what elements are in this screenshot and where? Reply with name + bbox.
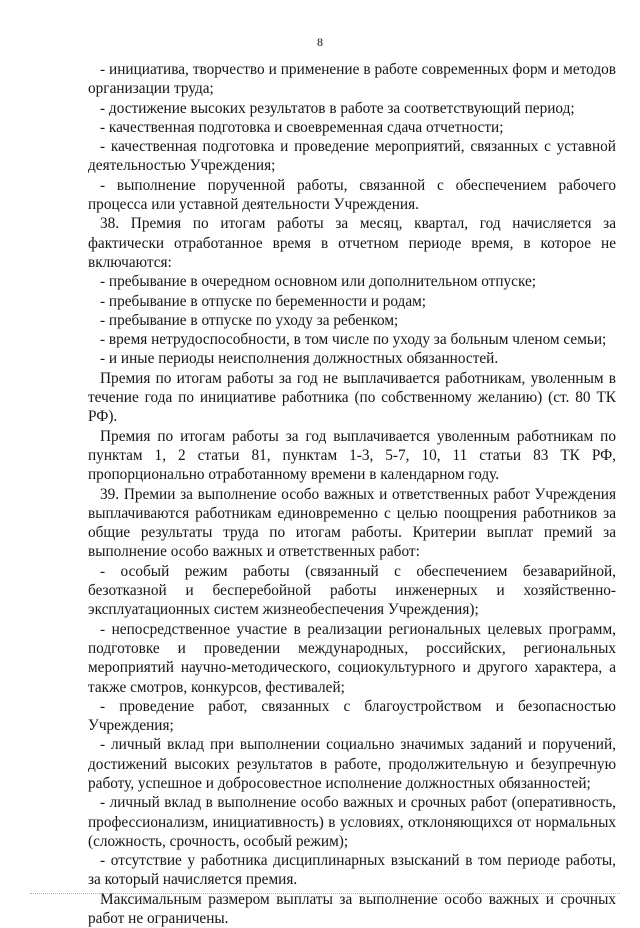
paragraph: Премия по итогам работы за год выплачивается уволенным работникам по пунктам 1, 2 статьи 81, пунктам 1-3, 5-7, 10, 11 статьи 83 ТК РФ, пропорционально отработанному времени в календарном году. — [88, 427, 616, 484]
paragraph: Максимальным размером выплаты за выполнение особо важных и срочных работ не ограничены. — [88, 890, 616, 928]
list-item: - проведение работ, связанных с благоустройством и безопасностью Учреждения; — [88, 697, 616, 735]
list-item: - пребывание в очередном основном или дополнительном отпуске; — [100, 273, 537, 291]
scan-edge-artifact — [30, 893, 620, 896]
list-item: - непосредственное участие в реализации региональных целевых программ, подготовке и проведении международных, российских, региональных мероприятий научно-методического, социокультурного и другого характера, а также смотров, конкурсов, фестивалей; — [88, 620, 616, 696]
list-item: - качественная подготовка и проведение мероприятий, связанных с уставной деятельностью Учреждения; — [88, 138, 616, 175]
paragraph: Премия по итогам работы за год не выплачивается работникам, уволенным в течение года по инициативе работника (по собственному желанию) (ст. 80 ТК РФ). — [88, 369, 616, 426]
paragraph-39: 39. Премии за выполнение особо важных и ответственных работ Учреждения выплачиваются работникам единовременно с целью поощрения работников за общие результаты труда по итогам работы. Критерии выплат премий за выполнение особо важных и ответственных работ: — [88, 485, 616, 561]
list-item: - время нетрудоспособности, в том числе по уходу за больным членом семьи; — [100, 331, 607, 349]
list-item: - качественная подготовка и своевременная сдача отчетности; — [100, 118, 504, 136]
document-body — [88, 60, 616, 928]
paragraph-38: 38. Премия по итогам работы за месяц, квартал, год начисляется за фактически отработанное время в отчетном периоде время, в которое не включаются: — [88, 215, 616, 271]
page-number: 8 — [317, 35, 323, 49]
list-item: - и иные периоды неисполнения должностных обязанностей. — [100, 350, 499, 368]
list-item: - выполнение порученной работы, связанной с обеспечением рабочего процесса или уставной деятельности Учреждения. — [88, 176, 616, 214]
list-item: - инициатива, творчество и применение в работе современных форм и методов организации труда; — [88, 61, 616, 98]
list-item: - достижение высоких результатов в работе за соответствующий период; — [100, 99, 575, 117]
list-item: - пребывание в отпуске по беременности и родам; — [100, 292, 427, 310]
list-item: - личный вклад в выполнение особо важных и срочных работ (оперативность, профессионализм, инициативность) в условиях, отклоняющихся от нормальных (сложность, срочность, особый режим); — [88, 794, 616, 850]
list-item: - особый режим работы (связанный с обеспечением безаварийной, безотказной и бесперебойной работы инженерных и хозяйственно-эксплуатационных систем жизнеобеспечения Учреждения); — [88, 562, 616, 619]
list-item: - личный вклад при выполнении социально значимых заданий и поручений, достижений высоких результатов в работе, продолжительную и безупречную работу, успешное и добросовестное исполнение должностных обязанностей; — [88, 736, 616, 792]
list-item: - пребывание в отпуске по уходу за ребенком; — [100, 311, 399, 329]
list-item: - отсутствие у работника дисциплинарных взысканий в том периоде работы, за который начисляется премия. — [88, 852, 616, 889]
